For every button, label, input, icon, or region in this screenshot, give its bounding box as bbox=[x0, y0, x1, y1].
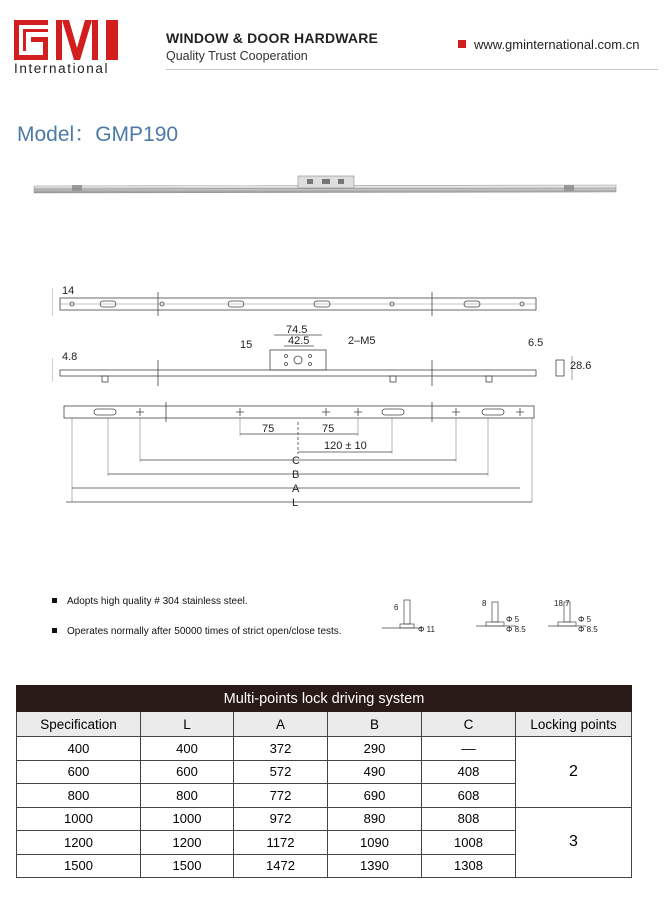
dim-c: C bbox=[292, 455, 300, 467]
cell: 1200 bbox=[17, 831, 141, 855]
product-photo bbox=[32, 172, 618, 198]
cell: 1000 bbox=[141, 807, 234, 831]
cell: 600 bbox=[141, 760, 234, 784]
col-header-l: L bbox=[141, 712, 234, 737]
feature-text: Operates normally after 50000 times of strict open/close tests. bbox=[67, 626, 342, 637]
cell: 690 bbox=[328, 784, 422, 808]
dim-b: B bbox=[292, 469, 300, 481]
feature-item bbox=[52, 596, 248, 607]
cell: 1308 bbox=[422, 854, 516, 878]
col-header-locking-points: Locking points bbox=[516, 712, 632, 737]
col-header-specification: Specification bbox=[17, 712, 141, 737]
cell: 608 bbox=[422, 784, 516, 808]
url-bullet-icon bbox=[458, 40, 466, 48]
dim-74-5: 74.5 bbox=[286, 324, 308, 336]
pin3-diameter-2: Φ 8.5 bbox=[578, 625, 598, 634]
col-header-b: B bbox=[328, 712, 422, 737]
dim-75-right: 75 bbox=[322, 423, 335, 435]
cell: 1472 bbox=[234, 854, 328, 878]
cell: 290 bbox=[328, 737, 422, 761]
col-header-a: A bbox=[234, 712, 328, 737]
gmi-logo bbox=[14, 20, 122, 60]
feature-item bbox=[52, 626, 342, 637]
cell: –– bbox=[422, 737, 516, 761]
cell: 1090 bbox=[328, 831, 422, 855]
dim-l: L bbox=[292, 497, 299, 509]
pin2-diameter-1: Φ 5 bbox=[506, 615, 520, 624]
dim-28-6: 28.6 bbox=[570, 360, 592, 372]
cell: 808 bbox=[422, 807, 516, 831]
dim-2-m5: 2–M5 bbox=[348, 335, 376, 347]
locking-points-cell: 2 bbox=[516, 737, 632, 808]
cell: 490 bbox=[328, 760, 422, 784]
dim-4-8: 4.8 bbox=[62, 351, 78, 363]
pin2-diameter-2: Φ 8.5 bbox=[506, 625, 526, 634]
model-title: Model：GMP190 bbox=[17, 123, 179, 146]
header-tagline: Quality Trust Cooperation bbox=[166, 49, 308, 63]
technical-drawing bbox=[52, 276, 612, 516]
pin3-height: 18.7 bbox=[554, 599, 570, 608]
pin1-height: 6 bbox=[394, 603, 399, 612]
cell: 1172 bbox=[234, 831, 328, 855]
cell: 800 bbox=[17, 784, 141, 808]
cell: 1500 bbox=[141, 854, 234, 878]
cell: 972 bbox=[234, 807, 328, 831]
bullet-icon bbox=[52, 598, 57, 603]
pin-drawings bbox=[382, 592, 622, 640]
dim-15: 15 bbox=[240, 339, 253, 351]
cell: 1008 bbox=[422, 831, 516, 855]
pin1-diameter: Φ 11 bbox=[418, 625, 435, 634]
pin3-diameter-1: Φ 5 bbox=[578, 615, 592, 624]
pin2-height: 8 bbox=[482, 599, 487, 608]
table-title: Multi-points lock driving system bbox=[17, 686, 632, 712]
header-title: WINDOW & DOOR HARDWARE bbox=[166, 30, 379, 46]
cell: 1000 bbox=[17, 807, 141, 831]
table-row bbox=[17, 737, 632, 761]
col-header-c: C bbox=[422, 712, 516, 737]
cell: 408 bbox=[422, 760, 516, 784]
cell: 400 bbox=[17, 737, 141, 761]
spec-table bbox=[16, 685, 632, 878]
table-row bbox=[17, 807, 632, 831]
logo-subtitle: International bbox=[14, 61, 110, 76]
cell: 600 bbox=[17, 760, 141, 784]
cell: 1500 bbox=[17, 854, 141, 878]
dim-14: 14 bbox=[62, 285, 75, 297]
dim-a: A bbox=[292, 483, 300, 495]
cell: 572 bbox=[234, 760, 328, 784]
dim-120: 120 ± 10 bbox=[324, 440, 367, 452]
bullet-icon bbox=[52, 628, 57, 633]
dim-42-5: 42.5 bbox=[288, 335, 310, 347]
cell: 800 bbox=[141, 784, 234, 808]
dim-75-left: 75 bbox=[262, 423, 275, 435]
cell: 1200 bbox=[141, 831, 234, 855]
dim-6-5: 6.5 bbox=[528, 337, 544, 349]
cell: 772 bbox=[234, 784, 328, 808]
cell: 400 bbox=[141, 737, 234, 761]
website-link[interactable]: www.gminternational.com.cn bbox=[474, 37, 640, 52]
cell: 890 bbox=[328, 807, 422, 831]
cell: 372 bbox=[234, 737, 328, 761]
locking-points-cell: 3 bbox=[516, 807, 632, 878]
cell: 1390 bbox=[328, 854, 422, 878]
feature-text: Adopts high quality # 304 stainless steel. bbox=[67, 596, 248, 607]
header-divider bbox=[166, 69, 658, 70]
